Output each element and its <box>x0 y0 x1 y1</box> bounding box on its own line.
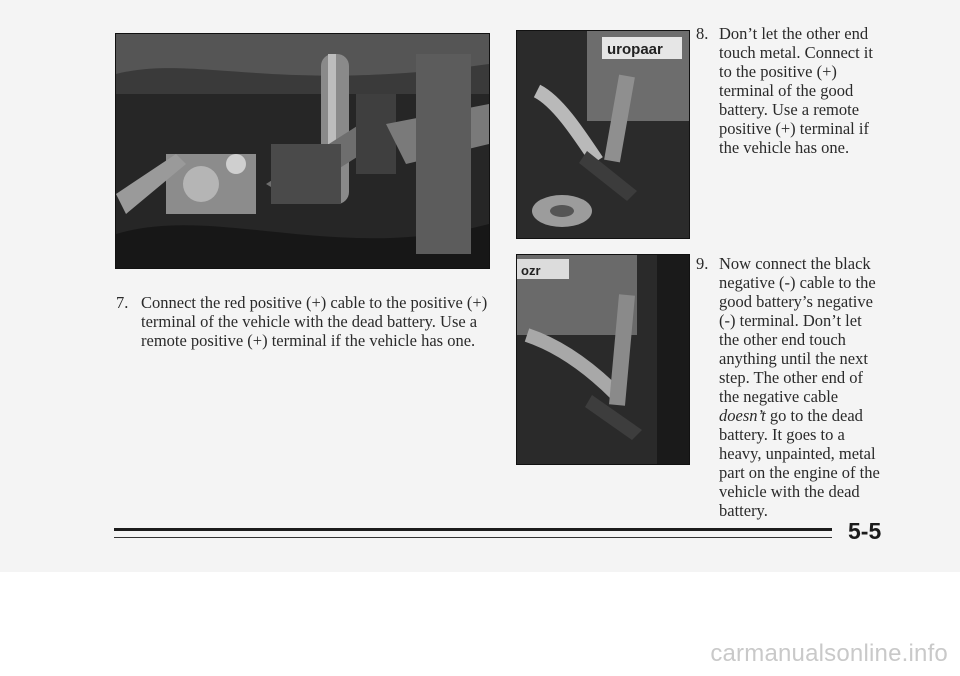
battery-brand-label: uropaar <box>607 41 663 58</box>
footer-rule-thin <box>114 537 832 538</box>
step-line: negative (-) cable to the <box>719 273 876 292</box>
step-line: battery. It goes to a <box>719 425 845 444</box>
step-number: 9. <box>696 254 709 273</box>
step-line: touch metal. Connect it <box>719 43 873 62</box>
step-line: to the positive (+) <box>719 62 837 81</box>
step-line: vehicle with the dead <box>719 482 860 501</box>
step-number: 8. <box>696 24 709 43</box>
engine-compartment-photo <box>115 33 490 269</box>
step-line-emphasis <box>719 406 896 425</box>
battery-brand-label-2: ozr <box>521 263 541 278</box>
step-8 <box>696 24 896 157</box>
step-line: the vehicle has one. <box>719 138 850 157</box>
step-line: Don’t let the other end <box>719 24 869 43</box>
negative-clamp-photo <box>516 254 690 465</box>
step-line: terminal of the vehicle with the dead battery. Use a <box>141 312 478 331</box>
step-line: anything until the next <box>719 349 868 368</box>
emphasis-word: doesn’t <box>719 406 766 425</box>
step-text <box>116 293 496 350</box>
step-line: heavy, unpainted, metal <box>719 444 876 463</box>
step-line: remote positive (+) terminal if the vehicle has one. <box>141 331 476 350</box>
step-number: 7. <box>116 293 129 312</box>
step-line: (-) terminal. Don’t let <box>719 311 862 330</box>
step-text <box>696 24 896 157</box>
step-7 <box>116 293 496 350</box>
footer-rule-thick <box>114 528 832 531</box>
step-line: step. The other end of <box>719 368 864 387</box>
step-line: good battery’s negative <box>719 292 873 311</box>
step-line: battery. <box>719 501 768 520</box>
step-line: the other end touch <box>719 330 846 349</box>
step-line: terminal of the good <box>719 81 854 100</box>
step-line: the negative cable <box>719 387 839 406</box>
step-line: battery. Use a remote <box>719 100 860 119</box>
step-9 <box>696 254 896 520</box>
step-line: Now connect the black <box>719 254 871 273</box>
step-line: positive (+) terminal if <box>719 119 869 138</box>
emphasis-rest: go to the dead <box>765 406 863 425</box>
step-line: part on the engine of the <box>719 463 880 482</box>
step-line: Connect the red positive (+) cable to the positive (+) <box>141 293 488 312</box>
step-text <box>696 254 896 520</box>
page-number: 5-5 <box>848 518 882 544</box>
positive-clamp-photo <box>516 30 690 239</box>
watermark: carmanualsonline.info <box>710 640 948 667</box>
